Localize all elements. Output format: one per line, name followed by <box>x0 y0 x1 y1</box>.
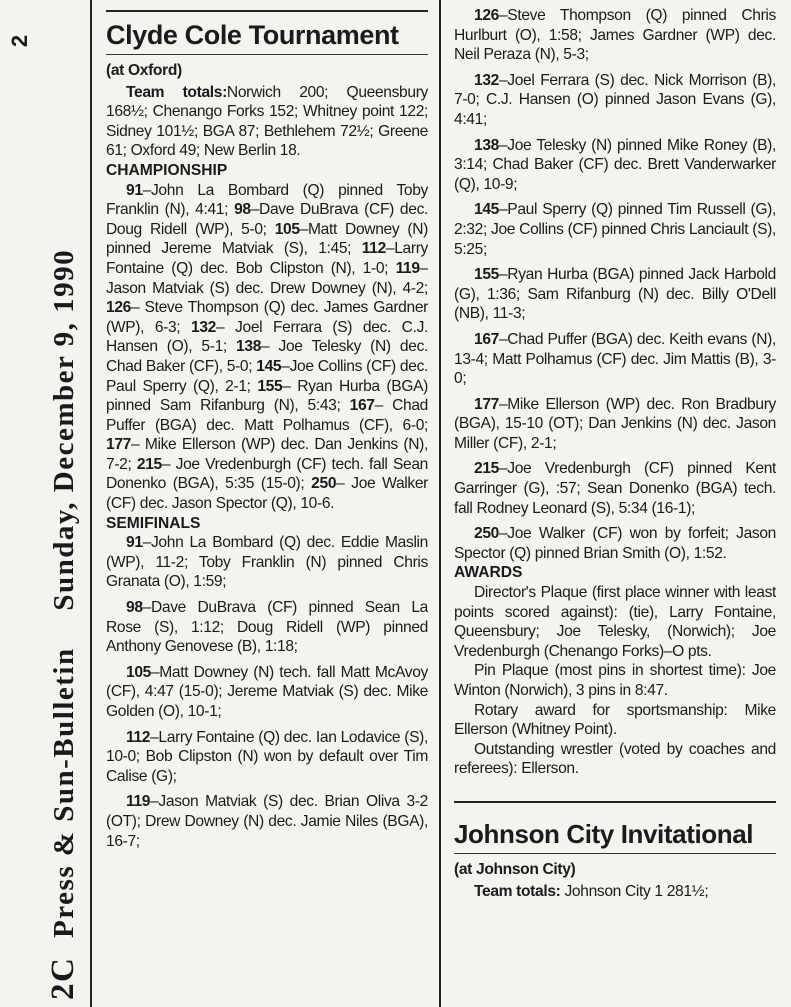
semifinal-result <box>106 533 428 592</box>
weight-class: 145 <box>474 201 499 219</box>
weight-class: 98 <box>126 599 143 617</box>
semifinal-result <box>106 598 428 657</box>
bout-result: – Mike Ellerson (WP) dec. Dan Jenkins (N), 7-2; <box>106 436 428 473</box>
weight-class: 91 <box>126 534 143 552</box>
championship-results <box>106 181 428 514</box>
semifinal-result <box>106 728 428 787</box>
semifinal-result <box>454 6 776 65</box>
semifinal-result <box>454 136 776 195</box>
bout-result: – Steve Thompson (Q) dec. James Gardner (WP), 6-3; <box>106 299 428 336</box>
award-entry: Rotary award for sportsmanship: Mike Ellerson (Whitney Point). <box>454 701 776 739</box>
award-entry: Director's Plaque (first place winner with least points scored against): (tie), Larry Fontaine, Queensbury; Joe Telesky, (Norwich); Joe Vredenburgh (Chenango Forks)–O pts. <box>454 584 776 660</box>
bout-result: –Matt Downey (N) tech. fall Matt McAvoy (CF), 4:47 (15-0); Jereme Matviak (S) dec. Mike Golden (O), 10-1; <box>106 663 428 720</box>
bout-result: –Matt Downey (N) pinned Jereme Matviak (S), 1:45; <box>106 220 428 258</box>
team-totals-label: Team totals: <box>126 83 227 101</box>
weight-class: 138 <box>236 338 262 356</box>
newspaper-name: Press & Sun-Bulletin <box>48 647 80 938</box>
top-rule <box>106 10 428 12</box>
bout-result: –Larry Fontaine (Q) dec. Bob Clipston (N), 1-0; <box>106 240 428 277</box>
bout-result: –Larry Fontaine (Q) dec. Ian Lodavice (S), 10-0; Bob Clipston (N) won by default over Tim Calise (G); <box>106 728 428 785</box>
weight-class: 215 <box>474 460 499 478</box>
weight-class: 250 <box>311 475 337 493</box>
article-location: (at Johnson City) <box>454 860 576 878</box>
bout-result: – Chad Puffer (BGA) dec. Matt Polhamus (CF), 6-0; <box>106 397 428 434</box>
headline-rule <box>454 853 776 854</box>
semifinals-heading: SEMIFINALS <box>106 514 201 532</box>
weight-class: 126 <box>106 299 131 317</box>
weight-class: 105 <box>274 220 300 238</box>
semifinal-result <box>454 200 776 259</box>
section-label: 2C <box>45 956 81 1000</box>
column-two <box>454 0 776 1007</box>
team-totals-text: Norwich 200; Queensbury 168½; Chenango Forks 152; Whitney point 122; Sidney 101½; BGA 87; Bethlehem 72½; Greene 61; Oxford 49; New Berlin 18. <box>106 83 428 160</box>
weight-class: 155 <box>257 377 283 395</box>
weight-class: 132 <box>191 318 216 336</box>
bout-result: –Steve Thompson (Q) pinned Chris Hurlburt (O), 1:58; James Gardner (WP) dec. Neil Peraza (N), 5-3; <box>454 7 776 64</box>
weight-class: 91 <box>126 181 143 199</box>
bout-result: – Ryan Hurba (BGA) pinned Sam Rifanburg (N), 5:43; <box>106 377 428 415</box>
bout-result: –Joe Collins (CF) dec. Paul Sperry (Q), 2-1; <box>106 357 428 395</box>
weight-class: 98 <box>234 201 251 219</box>
weight-class: 215 <box>136 455 162 473</box>
bout-result: – Joel Ferrara (S) dec. C.J. Hansen (O), 5-1; <box>106 318 428 356</box>
team-totals <box>106 83 428 161</box>
semifinal-result <box>106 663 428 722</box>
weight-class: 112 <box>126 728 151 746</box>
weight-class: 126 <box>474 7 499 24</box>
bout-result: –John La Bombard (Q) dec. Eddie Maslin (WP), 11-2; Toby Franklin (N) pinned Chris Granata (O), 1:59; <box>106 534 428 591</box>
bout-result: –Ryan Hurba (BGA) pinned Jack Harbold (G), 1:36; Sam Rifanburg (N) dec. Billy O'Dell (NB), 11-3; <box>454 266 776 323</box>
semifinal-result <box>454 524 776 563</box>
weight-class: 119 <box>126 793 151 811</box>
bout-result: –Chad Puffer (BGA) dec. Keith evans (N), 13-4; Matt Polhamus (CF) dec. Jim Mattis (B), 3-0; <box>454 330 776 388</box>
semifinal-result <box>454 330 776 389</box>
bout-result: –Joe Walker (CF) won by forfeit; Jason Spector (Q) pinned Brian Smith (O), 1:52. <box>454 525 776 562</box>
page-spine <box>0 0 81 1007</box>
weight-class: 167 <box>349 397 375 415</box>
bout-result: –Joel Ferrara (S) dec. Nick Morrison (B), 7-0; C.J. Hansen (O) pinned Jason Evans (G), 4:41; <box>454 71 776 128</box>
team-totals <box>454 882 776 902</box>
weight-class: 119 <box>395 259 420 277</box>
award-entry: Outstanding wrestler (voted by coaches and referees): Ellerson. <box>454 740 776 778</box>
column-one <box>106 0 428 1007</box>
awards-heading: AWARDS <box>454 564 523 582</box>
bout-result: –John La Bombard (Q) pinned Toby Franklin (N), 4:41; <box>106 181 428 219</box>
weight-class: 132 <box>474 71 499 89</box>
semifinal-result <box>454 71 776 130</box>
championship-heading: CHAMPIONSHIP <box>106 161 228 179</box>
weight-class: 250 <box>474 525 499 543</box>
article-separator <box>454 801 776 803</box>
semifinal-result <box>454 265 776 324</box>
bout-result: –Joe Telesky (N) pinned Mike Roney (B), 3:14; Chad Baker (CF) dec. Brett Vanderwarker (Q), 10-9; <box>454 136 776 193</box>
spine-masthead <box>45 249 82 1000</box>
headline-rule <box>106 54 428 55</box>
bout-result: –Joe Vredenburgh (CF) pinned Kent Garringer (G), :57; Sean Donenko (BGA) tech. fall Rodney Leonard (S), 5:34 (16-1); <box>454 460 776 517</box>
semifinal-result <box>454 459 776 518</box>
weight-class: 167 <box>474 330 499 348</box>
bout-result: –Jason Matviak (S) dec. Brian Oliva 3-2 (OT); Drew Downey (N) dec. Jamie Niles (BGA), 16-7; <box>106 793 428 850</box>
column-rule-left <box>90 0 92 1007</box>
team-totals-label: Team totals: <box>474 882 561 900</box>
dateline: Sunday, December 9, 1990 <box>48 248 80 611</box>
weight-class: 145 <box>256 357 282 375</box>
weight-class: 155 <box>474 266 499 284</box>
column-rule-middle <box>439 0 441 1007</box>
weight-class: 138 <box>474 136 499 154</box>
bout-result: – Joe Walker (CF) dec. Jason Spector (Q), 10-6. <box>106 475 428 513</box>
bout-result: –Dave DuBrava (CF) dec. Doug Ridell (WP), 5-0; <box>106 201 428 238</box>
semifinal-result <box>106 792 428 851</box>
weight-class: 177 <box>106 436 131 454</box>
bout-result: –Dave DuBrava (CF) pinned Sean La Rose (S), 1:12; Doug Ridell (WP) pinned Anthony Genovese (B), 1:18; <box>106 599 428 656</box>
bout-result: –Mike Ellerson (WP) dec. Ron Bradbury (BGA), 15-10 (OT); Dan Jenkins (N) dec. Jason Miller (CF), 2-1; <box>454 395 776 452</box>
weight-class: 112 <box>361 240 386 258</box>
article-title: Clyde Cole Tournament <box>106 20 399 50</box>
article-location: (at Oxford) <box>106 62 182 79</box>
weight-class: 105 <box>126 663 151 681</box>
bout-result: –Paul Sperry (Q) pinned Tim Russell (G), 2:32; Joe Collins (CF) pinned Chris Lanciault (S), 5:25; <box>454 201 776 258</box>
bout-result: – Joe Telesky (N) dec. Chad Baker (CF), 5-0; <box>106 338 428 375</box>
page-number: 2 <box>7 34 33 48</box>
article-title: Johnson City Invitational <box>454 818 754 849</box>
bout-result: – Joe Vredenburgh (CF) tech. fall Sean Donenko (BGA), 5:35 (15-0); <box>106 455 428 493</box>
team-totals-text: Johnson City 1 281½; <box>564 882 709 900</box>
bout-result: –Jason Matviak (S) dec. Drew Downey (N), 4-2; <box>106 259 428 297</box>
award-entry: Pin Plaque (most pins in shortest time): Joe Winton (Norwich), 3 pins in 8:47. <box>454 662 776 699</box>
weight-class: 177 <box>474 395 499 413</box>
semifinal-result <box>454 395 776 454</box>
